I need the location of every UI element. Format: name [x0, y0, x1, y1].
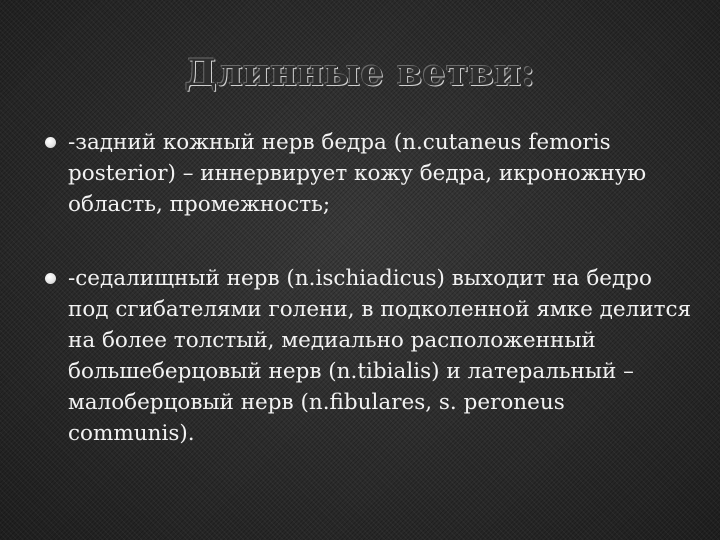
- list-item: [42, 263, 692, 449]
- bullet-icon: [45, 273, 56, 284]
- bullet-list: [42, 127, 692, 449]
- slide-title: Длинные ветви:: [184, 52, 536, 94]
- bullet-icon: [45, 137, 56, 148]
- list-item: [42, 127, 692, 220]
- list-item-text: -задний кожный нерв бедра (n.cutaneus femoris posterior) – иннервирует кожу бедра, икроножную область, промежность;: [68, 130, 647, 217]
- list-item-text: -седалищный нерв (n.ischiadicus) выходит на бедро под сгибателями голени, в подколенной ямке делится на более толстый, медиально расположенный большеберцовый нерв (n.tibialis) и латеральный – малоберцовый нерв (n.fibulares, s. peroneus communis).: [68, 266, 692, 446]
